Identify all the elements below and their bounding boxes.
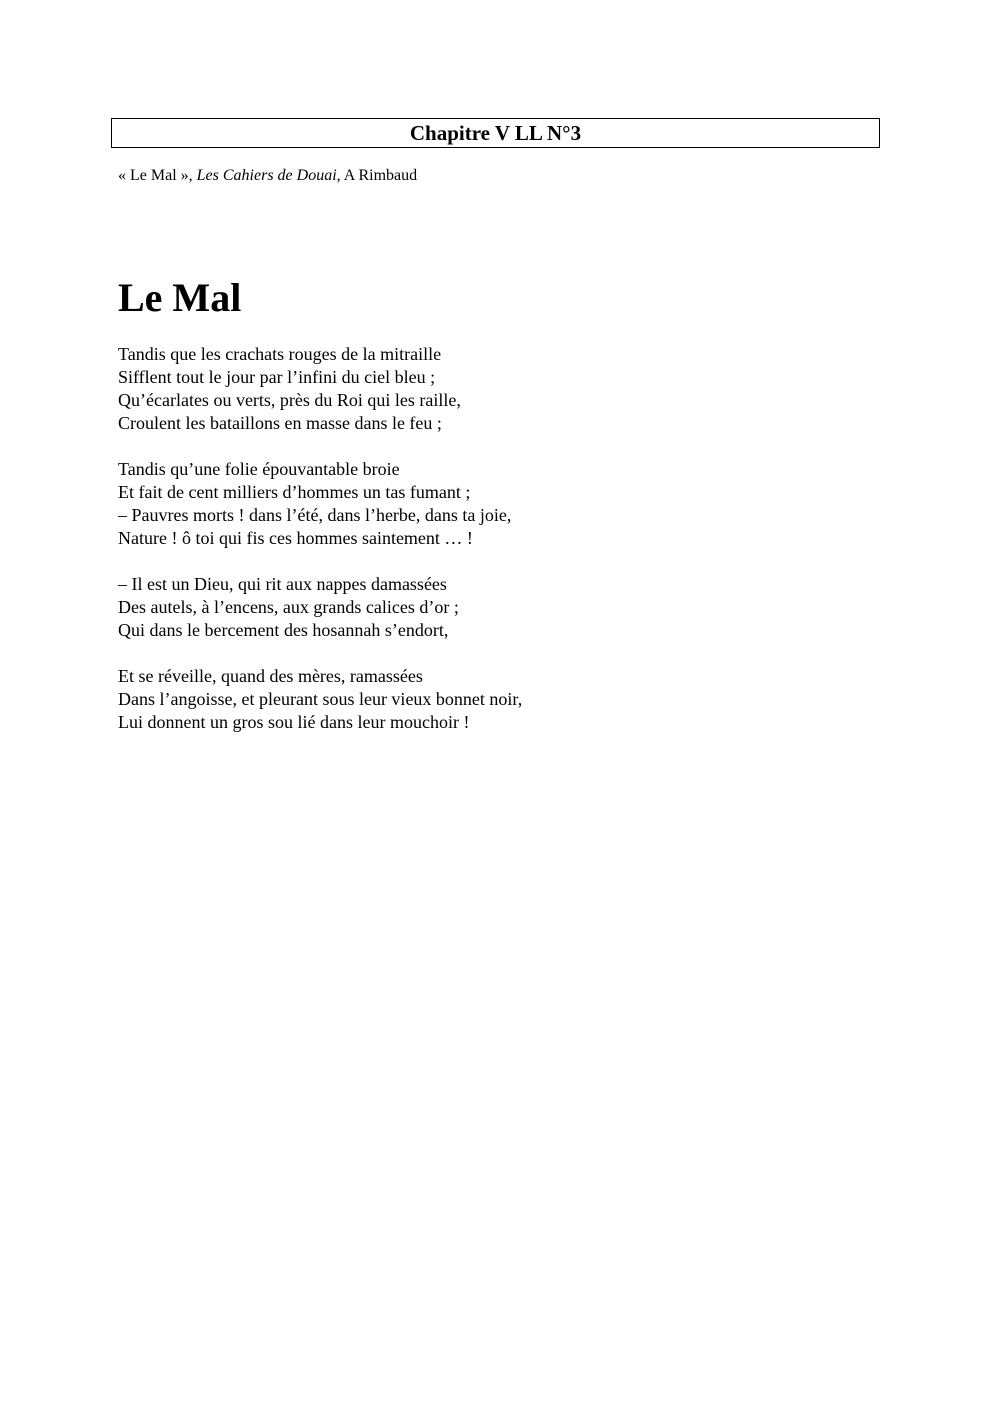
chapter-header-box	[111, 118, 880, 148]
verse-line: Tandis que les crachats rouges de la mitraille	[118, 344, 442, 364]
poem-body	[118, 343, 522, 757]
verse-line: Et fait de cent milliers d’hommes un tas fumant ;	[118, 482, 471, 502]
source-collection: Les Cahiers de Douai	[196, 167, 337, 184]
verse-line: Croulent les bataillons en masse dans le feu ;	[118, 413, 442, 433]
verse-line: Qui dans le bercement des hosannah s’endort,	[118, 620, 449, 640]
stanza-4	[118, 665, 522, 734]
source-citation	[118, 166, 417, 186]
verse-line: Lui donnent un gros sou lié dans leur mouchoir !	[118, 712, 470, 732]
verse-line: Nature ! ô toi qui fis ces hommes saintement … !	[118, 528, 473, 548]
verse-line: – Il est un Dieu, qui rit aux nappes damassées	[118, 574, 447, 594]
stanza-1	[118, 343, 522, 435]
source-author: A Rimbaud	[343, 167, 418, 184]
verse-line: Des autels, à l’encens, aux grands calices d’or ;	[118, 597, 459, 617]
verse-line: – Pauvres morts ! dans l’été, dans l’herbe, dans ta joie,	[118, 505, 512, 525]
source-poem-ref: « Le Mal »	[118, 167, 189, 184]
poem-title: Le Mal	[118, 275, 242, 320]
chapter-title: Chapitre V LL N°3	[409, 121, 582, 145]
verse-line: Qu’écarlates ou verts, près du Roi qui les raille,	[118, 390, 461, 410]
stanza-3	[118, 573, 522, 642]
verse-line: Dans l’angoisse, et pleurant sous leur vieux bonnet noir,	[118, 689, 523, 709]
stanza-2	[118, 458, 522, 550]
source-separator: ,	[188, 167, 197, 184]
source-separator: ,	[336, 167, 344, 184]
verse-line: Et se réveille, quand des mères, ramassées	[118, 666, 423, 686]
verse-line: Tandis qu’une folie épouvantable broie	[118, 459, 400, 479]
verse-line: Sifflent tout le jour par l’infini du ciel bleu ;	[118, 367, 436, 387]
